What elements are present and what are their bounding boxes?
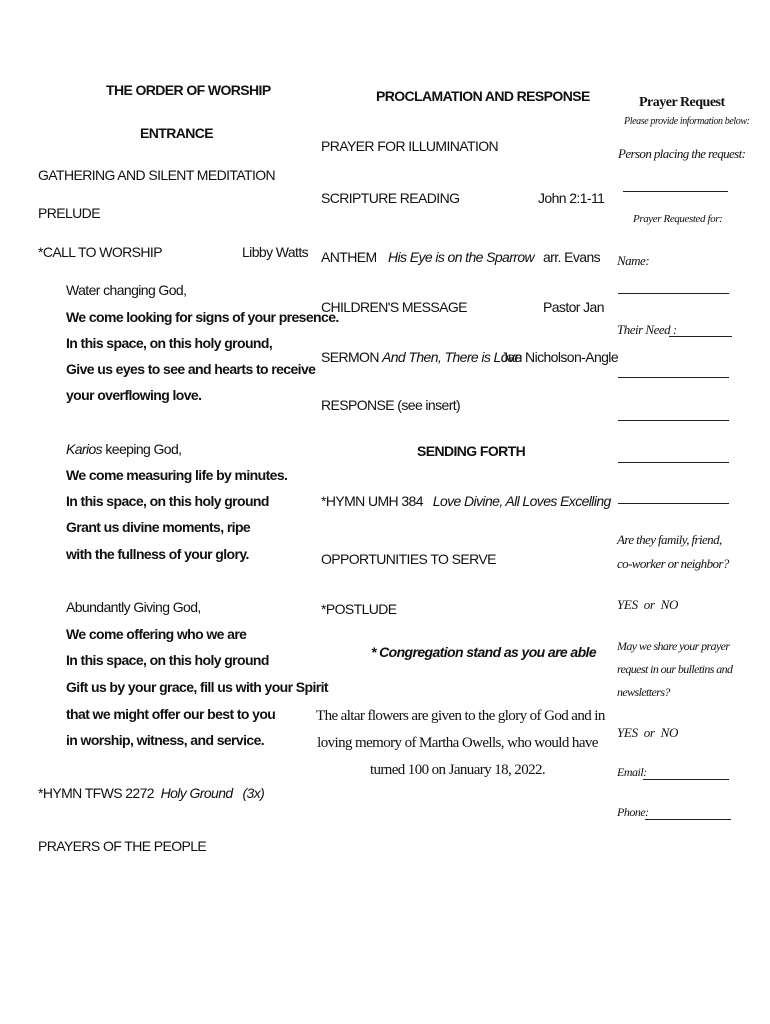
prayers-of-the-people-item: PRAYERS OF THE PEOPLE [38,838,207,854]
stanza3-line: that we might offer our best to you [66,706,276,722]
opportunities-item: OPPORTUNITIES TO SERVE [321,551,496,567]
share-question: May we share your prayer [617,639,730,653]
stanza2-first-line [66,441,181,457]
phone-field[interactable] [645,819,731,820]
postlude-item: *POSTLUDE [321,601,397,617]
response-item: RESPONSE (see insert) [321,397,461,413]
share-question-line2: request in our bulletins and [617,662,733,676]
stanza2-line: We come measuring life by minutes. [66,467,288,483]
their-need-field[interactable] [669,336,732,337]
scripture-ref: John 2:1-11 [538,190,605,206]
need-line-4[interactable] [618,462,729,463]
childrens-message-leader: Pastor Jan [543,299,604,315]
relation-question: Are they family, friend, [617,532,722,547]
email-field[interactable] [643,779,729,780]
hymn-tfws-item [38,785,264,801]
stanza2-first-rest: keeping God, [102,441,182,457]
anthem-item: ANTHEM [321,249,377,265]
their-need-label: Their Need : [617,322,677,337]
karios-word: Karios [66,441,103,457]
stanza2-line: In this space, on this holy ground [66,493,269,509]
share-yes-no[interactable]: YES or NO [617,725,679,740]
prelude-item: PRELUDE [38,205,100,221]
call-to-worship-item: *CALL TO WORSHIP [38,244,162,260]
altar-flowers-line: The altar flowers are given to the glory of God and in [316,708,605,724]
stanza1-line: your overflowing love. [66,387,202,403]
scripture-item: SCRIPTURE READING [321,190,460,206]
share-question-line3: newsletters? [617,685,670,699]
relation-yes-no[interactable]: YES or NO [617,597,679,612]
prayer-request-title: Prayer Request [639,95,725,110]
childrens-message-item: CHILDREN'S MESSAGE [321,299,467,315]
relation-question-line2: co-worker or neighbor? [617,556,729,571]
order-of-worship-title: THE ORDER OF WORSHIP [106,82,271,98]
phone-label: Phone: [617,805,649,819]
need-line-5[interactable] [618,503,729,504]
stanza3-first-line: Abundantly Giving God, [66,599,201,615]
stanza3-line: in worship, witness, and service. [66,732,265,748]
sermon-item: SERMON [321,349,379,365]
email-label: Email: [617,765,647,779]
sending-forth-heading: SENDING FORTH [417,443,526,459]
hymn-tfws-title: Holy Ground [160,785,233,801]
hymn-umh-number: *HYMN UMH 384 [321,493,423,509]
name-label: Name: [617,253,650,268]
stanza2-line: with the fullness of your glory. [66,546,249,562]
illumination-item: PRAYER FOR ILLUMINATION [321,138,499,154]
stanza1-line: In this space, on this holy ground, [66,335,273,351]
anthem-title: His Eye is on the Sparrow [388,249,535,265]
prayer-requested-for-label: Prayer Requested for: [633,213,723,225]
stanza1-line: Give us eyes to see and hearts to receive [66,361,316,377]
stanza3-line: Gift us by your grace, fill us with your Spirit [66,679,328,695]
altar-flowers-note [316,703,605,784]
sermon-title: And Then, There is Love [382,349,522,365]
need-line-2[interactable] [618,377,729,378]
hymn-tfws-number: *HYMN TFWS 2272 [38,785,154,801]
entrance-heading: ENTRANCE [140,125,213,141]
name-field[interactable] [618,293,729,294]
gathering-item: GATHERING AND SILENT MEDITATION [38,167,276,183]
anthem-arranger: arr. Evans [543,249,601,265]
proclamation-title: PROCLAMATION AND RESPONSE [376,88,590,104]
stanza1-line: We come looking for signs of your presence. [66,309,339,325]
hymn-tfws-repeat: (3x) [242,785,265,801]
call-leader: Libby Watts [242,244,309,260]
altar-flowers-line: turned 100 on January 18, 2022. [369,762,546,778]
stanza3-line: In this space, on this holy ground [66,652,269,668]
stanza3-line: We come offering who we are [66,626,247,642]
person-placing-label: Person placing the request: [618,146,746,161]
hymn-umh-item [321,493,611,509]
stanza1-first-line: Water changing God, [66,282,187,298]
altar-flowers-line: loving memory of Martha Owells, who would have [317,735,598,751]
hymn-umh-title: Love Divine, All Loves Excelling [432,493,611,509]
stanza2-line: Grant us divine moments, ripe [66,519,251,535]
person-placing-field[interactable] [623,191,728,192]
need-line-3[interactable] [618,420,729,421]
sermon-leader: Jan Nicholson-Angle [501,349,619,365]
prayer-request-subtitle: Please provide information below: [624,116,750,127]
stand-note: * Congregation stand as you are able [371,644,597,660]
